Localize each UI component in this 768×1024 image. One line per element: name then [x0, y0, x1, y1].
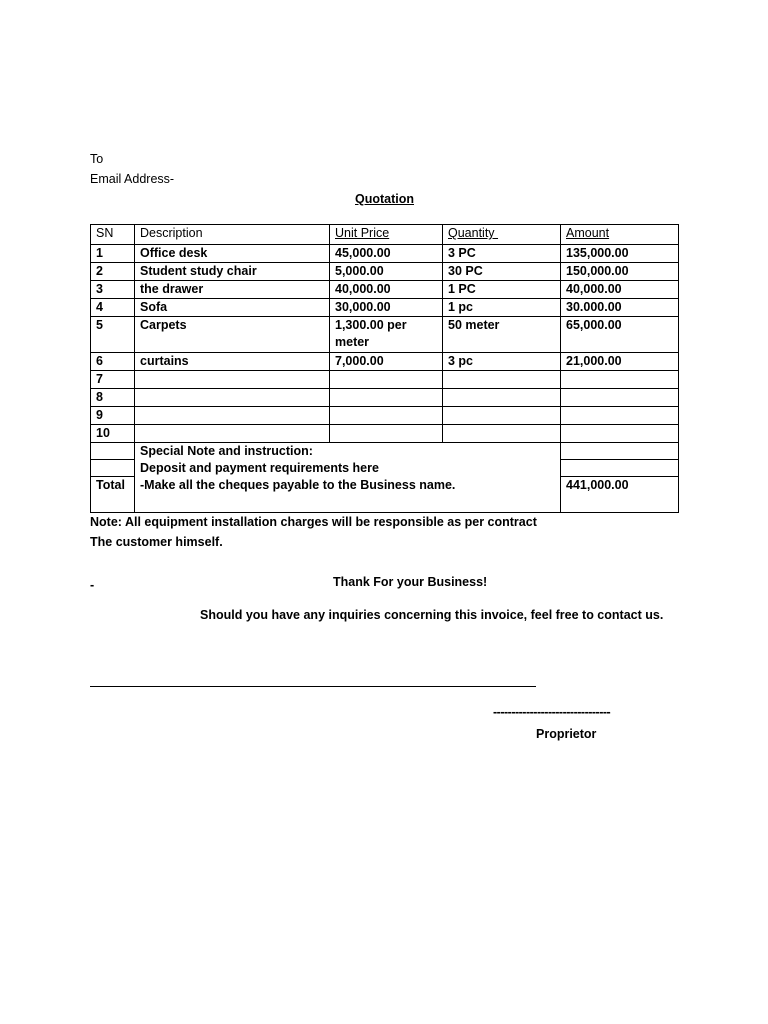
- row-unit-price: 45,000.00: [330, 245, 443, 263]
- row-quantity: 1 PC: [443, 281, 561, 299]
- row-quantity: 50 meter: [443, 317, 561, 353]
- row-quantity: 3 PC: [443, 245, 561, 263]
- table-row: [91, 299, 679, 317]
- signature-line: [90, 686, 536, 687]
- installation-note: Note: All equipment installation charges will be responsible as per contract: [90, 515, 537, 529]
- row-quantity: [443, 371, 561, 389]
- row-amount: 30.000.00: [561, 299, 679, 317]
- row-amount: 21,000.00: [561, 353, 679, 371]
- row-unit-price: 5,000.00: [330, 263, 443, 281]
- table-row: [91, 371, 679, 389]
- quotation-table: [90, 224, 679, 513]
- row-amount: 150,000.00: [561, 263, 679, 281]
- row-unit-price: 1,300.00 per meter: [330, 317, 443, 353]
- special-note-cell: [135, 443, 561, 513]
- row-quantity: 3 pc: [443, 353, 561, 371]
- customer-note: The customer himself.: [90, 535, 223, 549]
- row-description: Carpets: [135, 317, 330, 353]
- row-description: the drawer: [135, 281, 330, 299]
- table-row: [91, 245, 679, 263]
- row-quantity: 30 PC: [443, 263, 561, 281]
- row-sn: 5: [91, 317, 135, 353]
- column-header-amount: Amount: [561, 225, 679, 245]
- row-unit-price: [330, 389, 443, 407]
- row-description: Student study chair: [135, 263, 330, 281]
- row-description: Sofa: [135, 299, 330, 317]
- row-sn: 6: [91, 353, 135, 371]
- row-quantity: 1 pc: [443, 299, 561, 317]
- blank-amount-cell: [561, 443, 679, 460]
- row-amount: 135,000.00: [561, 245, 679, 263]
- table-row: [91, 281, 679, 299]
- row-description: curtains: [135, 353, 330, 371]
- row-description: [135, 371, 330, 389]
- special-note-line-1: Deposit and payment requirements here: [140, 461, 379, 475]
- row-quantity: [443, 389, 561, 407]
- row-amount: 65,000.00: [561, 317, 679, 353]
- row-sn: 1: [91, 245, 135, 263]
- special-note-title: Special Note and instruction:: [140, 444, 313, 458]
- special-note-row: [91, 443, 679, 460]
- inquiries-message: Should you have any inquiries concerning this invoice, feel free to contact us.: [200, 608, 664, 622]
- row-sn: 10: [91, 425, 135, 443]
- table-header-row: [91, 225, 679, 245]
- row-unit-price: [330, 425, 443, 443]
- row-amount: [561, 425, 679, 443]
- row-sn: 8: [91, 389, 135, 407]
- row-unit-price: 30,000.00: [330, 299, 443, 317]
- row-quantity: [443, 425, 561, 443]
- row-description: Office desk: [135, 245, 330, 263]
- total-amount: 441,000.00: [561, 477, 679, 513]
- column-header-quantity: Quantity: [443, 225, 561, 245]
- column-header-sn: SN: [91, 225, 135, 245]
- table-row: [91, 317, 679, 353]
- row-sn: 4: [91, 299, 135, 317]
- table-row: [91, 407, 679, 425]
- blank-sn-cell: [91, 460, 135, 477]
- table-row: [91, 389, 679, 407]
- row-sn: 9: [91, 407, 135, 425]
- row-quantity: [443, 407, 561, 425]
- column-header-unit-price: Unit Price: [330, 225, 443, 245]
- email-address-label: Email Address-: [90, 172, 175, 186]
- thanks-message: Thank For your Business!: [333, 575, 488, 589]
- row-amount: 40,000.00: [561, 281, 679, 299]
- table-row: [91, 425, 679, 443]
- signature-dashes: --------------------------------: [493, 705, 611, 719]
- proprietor-label: Proprietor: [536, 727, 597, 741]
- table-row: [91, 263, 679, 281]
- row-sn: 3: [91, 281, 135, 299]
- row-unit-price: [330, 371, 443, 389]
- column-header-description: Description: [135, 225, 330, 245]
- row-amount: [561, 389, 679, 407]
- row-unit-price: [330, 407, 443, 425]
- row-description: [135, 425, 330, 443]
- blank-amount-cell: [561, 460, 679, 477]
- to-label: To: [90, 152, 104, 166]
- total-label: Total: [91, 477, 135, 513]
- row-amount: [561, 407, 679, 425]
- row-sn: 2: [91, 263, 135, 281]
- row-unit-price: 40,000.00: [330, 281, 443, 299]
- special-note-line-2: -Make all the cheques payable to the Business name.: [140, 478, 456, 492]
- row-sn: 7: [91, 371, 135, 389]
- blank-sn-cell: [91, 443, 135, 460]
- row-description: [135, 389, 330, 407]
- document-title: Quotation: [355, 192, 415, 206]
- row-amount: [561, 371, 679, 389]
- dash-mark: -: [90, 578, 95, 592]
- row-description: [135, 407, 330, 425]
- row-unit-price: 7,000.00: [330, 353, 443, 371]
- table-row: [91, 353, 679, 371]
